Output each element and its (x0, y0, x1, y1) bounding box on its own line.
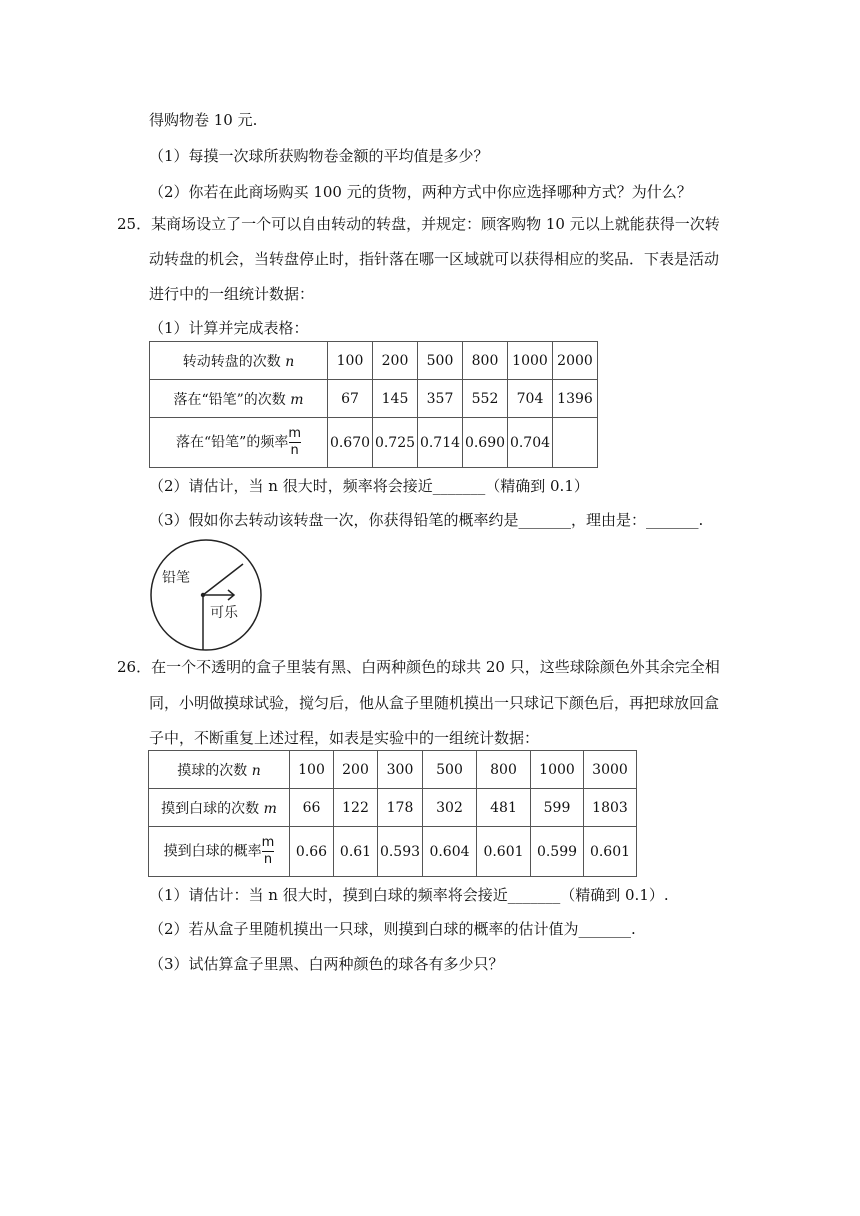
table-cell: 0.690 (463, 418, 508, 468)
table-cell: 2000 (553, 342, 598, 380)
intro-line: 得购物卷 10 元. (149, 111, 258, 129)
problem-26-question-3: （3）试估算盒子里黑、白两种颜色的球各有多少只？ (149, 955, 504, 973)
label-text: 摸球的次数 (177, 762, 252, 779)
table-cell: 599 (531, 789, 584, 827)
label-text: 转动转盘的次数 (182, 353, 286, 370)
problem-25-line-2: 动转盘的机会，当转盘停止时，指针落在哪一区域就可以获得相应的奖品．下表是活动 (149, 250, 720, 268)
table-row (149, 751, 637, 789)
fraction-m-over-n (288, 427, 301, 458)
table-cell: 0.704 (508, 418, 553, 468)
table-cell: 145 (373, 380, 418, 418)
table-row (150, 380, 598, 418)
row-label-pencil-count (150, 380, 328, 418)
table-cell: 357 (418, 380, 463, 418)
table-cell: 704 (508, 380, 553, 418)
problem-26-question-2: （2）若从盒子里随机摸出一只球，则摸到白球的概率的估计值为_______. (149, 920, 636, 938)
table-cell: 178 (378, 789, 423, 827)
var-m: m (290, 391, 304, 408)
ball-stats-table (148, 750, 637, 877)
label-text: 摸到白球的次数 (161, 800, 264, 817)
table-cell-empty (553, 418, 598, 468)
problem-26-line-3: 子中，不断重复上述过程，如表是实验中的一组统计数据： (149, 729, 540, 747)
spinner-center-dot (201, 593, 205, 597)
row-label-pencil-frequency (150, 418, 328, 468)
table-cell: 1000 (531, 751, 584, 789)
table-cell: 0.725 (373, 418, 418, 468)
table-cell: 100 (290, 751, 334, 789)
row-label-draws (149, 751, 290, 789)
denominator: n (263, 852, 273, 867)
table-row (150, 418, 598, 468)
var-m: m (263, 800, 277, 817)
table-cell: 500 (418, 342, 463, 380)
spinner-figure (148, 537, 264, 653)
row-label-white-count (149, 789, 290, 827)
problem-26-question-1: （1）请估计：当 n 很大时，摸到白球的频率将会接近_______（精确到 0.1）. (149, 886, 669, 904)
table-cell: 302 (423, 789, 477, 827)
intro-question-2: （2）你若在此商场购买 100 元的货物，两种方式中你应选择哪种方式？为什么？ (149, 183, 692, 201)
row-label-white-probability (149, 827, 290, 877)
table-cell: 1396 (553, 380, 598, 418)
spinner-label-cola: 可乐 (210, 605, 238, 621)
problem-26-line-2: 同，小明做摸球试验，搅匀后，他从盒子里随机摸出一只球记下颜色后，再把球放回盒 (149, 694, 720, 712)
row-label-spins (150, 342, 328, 380)
table-cell: 122 (334, 789, 378, 827)
var-n: n (251, 762, 261, 779)
intro-question-1: （1）每摸一次球所获购物卷金额的平均值是多少？ (149, 147, 489, 165)
denominator: n (290, 443, 299, 458)
spinner-divider-upper (203, 564, 243, 595)
table-cell: 0.601 (477, 827, 531, 877)
table-cell: 200 (334, 751, 378, 789)
table-row (149, 789, 637, 827)
table-cell: 0.670 (328, 418, 373, 468)
table-row (149, 827, 637, 877)
var-n: n (285, 353, 295, 370)
numerator: m (288, 426, 301, 441)
table-cell: 3000 (584, 751, 637, 789)
table-cell: 800 (477, 751, 531, 789)
table-cell: 0.599 (531, 827, 584, 877)
table-cell: 481 (477, 789, 531, 827)
table-row (150, 342, 598, 380)
spinner-label-pencil: 铅笔 (162, 570, 190, 586)
table-cell: 0.714 (418, 418, 463, 468)
table-cell: 66 (290, 789, 334, 827)
label-text: 落在“铅笔”的次数 (173, 391, 291, 408)
table-cell: 1000 (508, 342, 553, 380)
problem-25-question-2: （2）请估计，当 n 很大时，频率将会接近_______（精确到 0.1） (149, 477, 589, 495)
problem-25-line-3: 进行中的一组统计数据： (149, 285, 315, 303)
table-cell: 100 (328, 342, 373, 380)
problem-25-question-1: （1）计算并完成表格： (149, 319, 309, 337)
label-text: 摸到白球的概率 (163, 843, 262, 860)
table-cell: 67 (328, 380, 373, 418)
table-cell: 0.61 (334, 827, 378, 877)
problem-25-line-1: 25．某商场设立了一个可以自由转动的转盘，并规定：顾客购物 10 元以上就能获得一次转 (117, 215, 720, 233)
table-cell: 0.66 (290, 827, 334, 877)
table-cell: 300 (378, 751, 423, 789)
table-cell: 0.593 (378, 827, 423, 877)
table-cell: 500 (423, 751, 477, 789)
table-cell: 0.604 (423, 827, 477, 877)
label-text: 落在“铅笔”的频率 (176, 434, 289, 451)
table-cell: 552 (463, 380, 508, 418)
table-cell: 200 (373, 342, 418, 380)
table-cell: 0.601 (584, 827, 637, 877)
fraction-m-over-n (262, 836, 275, 867)
table-cell: 1803 (584, 789, 637, 827)
spinner-stats-table (149, 341, 598, 468)
problem-25-question-3: （3）假如你去转动该转盘一次，你获得铅笔的概率约是_______，理由是：_______. (149, 511, 704, 529)
problem-26-line-1: 26．在一个不透明的盒子里装有黑、白两种颜色的球共 20 只，这些球除颜色外其余完全相 (117, 658, 720, 676)
table-cell: 800 (463, 342, 508, 380)
numerator: m (261, 835, 275, 850)
